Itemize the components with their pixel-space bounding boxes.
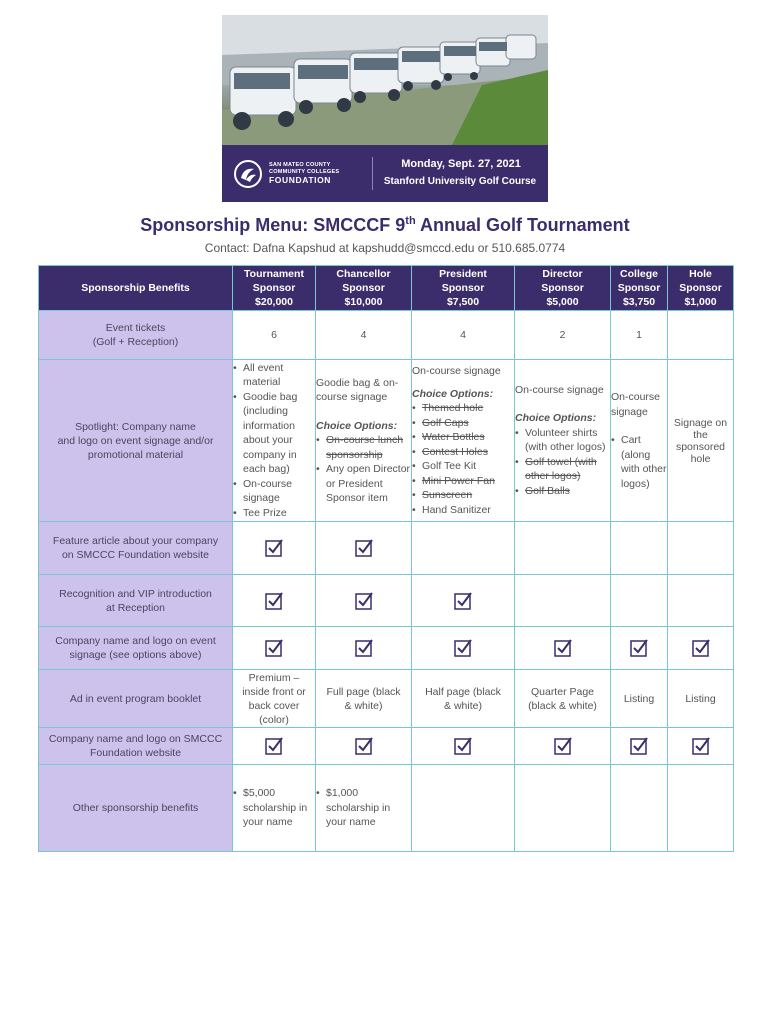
tickets-hole [668,311,734,360]
benefit-company-web-line1: Company name and logo on SMCCC [48,733,223,745]
table-row-spotlight [39,360,734,522]
header-chancellor-line1: Chancellor [336,268,391,280]
recognition-director [515,575,611,627]
benefit-company-web [39,728,233,765]
chancellor-intro: Goodie bag & on-course signage [316,376,399,403]
ad-chancellor: Full page (black & white) [316,670,412,728]
company-web-director [515,728,611,765]
list-item-struck: • On-course lunch sponsorship [316,433,411,462]
header-tournament [233,266,316,311]
checkbox-checked-icon [265,737,283,755]
spotlight-hole: Signage on the sponsored hole [668,360,734,522]
list-item: • Volunteer shirts (with other logos) [515,426,610,455]
spotlight-director [515,360,611,522]
header-college-price: $3,750 [622,296,656,308]
header-tournament-line2: Sponsor [252,282,296,294]
header-director-line1: Director [542,268,583,280]
list-item-struck: • Themed hole [412,401,514,416]
header-chancellor-line2: Sponsor [342,282,385,294]
table-row-other [39,765,734,852]
list-item: • Hand Sanitizer [412,503,514,518]
header-director [515,266,611,311]
checkbox-checked-icon [355,592,373,610]
company-event-president [412,627,515,670]
college-intro: On-course signage [611,391,661,418]
spotlight-college [611,360,668,522]
recognition-tournament [233,575,316,627]
list-item-struck: • Mini Power Fan [412,474,514,489]
tickets-chancellor: 4 [316,311,412,360]
other-president [412,765,515,852]
benefit-feature [39,522,233,575]
company-web-tournament [233,728,316,765]
golf-carts-photo [222,15,548,145]
header-college [611,266,668,311]
recognition-college [611,575,668,627]
list-item-struck: • Sunscreen [412,488,514,503]
list-item-struck: • Water Bottles [412,430,514,445]
company-web-president [412,728,515,765]
other-chancellor [316,765,412,852]
ad-college: Listing [611,670,668,728]
benefit-company-web-line2: Foundation website [89,747,182,759]
header-president-line1: President [439,268,487,280]
ad-director: Quarter Page (black & white) [515,670,611,728]
checkbox-checked-icon [554,737,572,755]
checkbox-checked-icon [265,639,283,657]
list-item: • Golf Tee Kit [412,459,514,474]
header-chancellor [316,266,412,311]
checkbox-checked-icon [454,639,472,657]
list-item: • Any open Director or President Sponsor item [316,462,411,506]
feature-president [412,522,515,575]
benefit-spotlight-line3: promotional material [87,448,184,461]
director-intro: On-course signage [515,383,604,396]
benefit-company-event [39,627,233,670]
header-director-line2: Sponsor [541,282,584,294]
tickets-tournament: 6 [233,311,316,360]
list-item: • Goodie bag (including information about your company in each bag) [233,390,315,477]
golf-carts-illustration [222,15,548,145]
event-banner [222,15,548,202]
benefit-feature-line2: on SMCCC Foundation website [61,549,210,561]
list-item-struck: • Golf Caps [412,416,514,431]
benefit-other: Other sponsorship benefits [39,765,233,852]
company-web-chancellor [316,728,412,765]
recognition-president [412,575,515,627]
contact-line: Contact: Dafna Kapshud at kapshudd@smccd.edu or 510.685.0774 [204,241,566,255]
checkbox-checked-icon [554,639,572,657]
checkbox-checked-icon [630,639,648,657]
sponsorship-table [38,265,734,852]
list-item-struck: • Golf towel (with other logos) [515,455,610,484]
header-president-line2: Sponsor [441,282,485,294]
checkbox-checked-icon [454,737,472,755]
foundation-logo-icon [234,160,262,188]
header-college-line2: Sponsor [617,282,661,294]
other-tournament [233,765,316,852]
company-event-tournament [233,627,316,670]
ad-president: Half page (black & white) [412,670,515,728]
checkbox-checked-icon [265,539,283,557]
benefit-recognition-line2: at Reception [106,601,165,614]
benefit-feature-line1: Feature article about your company [52,535,219,547]
feature-hole [668,522,734,575]
checkbox-checked-icon [265,592,283,610]
tickets-college: 1 [611,311,668,360]
benefit-tickets-line2: (Golf + Reception) [92,336,179,348]
checkbox-checked-icon [692,639,710,657]
list-item: • All event material [233,361,315,390]
header-hole [668,266,734,311]
company-event-director [515,627,611,670]
spotlight-tournament [233,360,316,522]
header-president-price: $7,500 [446,296,480,308]
table-row-company-web [39,728,734,765]
org-name-line2: COMMUNITY COLLEGES [269,168,340,175]
feature-chancellor [316,522,412,575]
table-row-recognition [39,575,734,627]
org-name [269,162,339,185]
president-intro: On-course signage [412,365,501,377]
checkbox-checked-icon [355,737,373,755]
banner-info-bar [222,145,548,202]
checkbox-checked-icon [630,737,648,755]
other-director [515,765,611,852]
checkbox-checked-icon [454,592,472,610]
president-choice-heading: Choice Options: [412,387,494,400]
benefit-tickets-line1: Event tickets [105,322,166,334]
list-item-struck: • Golf Balls [515,484,610,499]
table-row-company-event [39,627,734,670]
director-choice-heading: Choice Options: [515,412,597,425]
benefit-spotlight-line1: Spotlight: Company name [75,420,196,433]
header-hole-line2: Sponsor [679,282,722,294]
list-item: • $1,000 scholarship in your name [316,786,411,830]
header-tournament-price: $20,000 [255,296,293,308]
company-event-chancellor [316,627,412,670]
spotlight-president [412,360,515,522]
company-event-college [611,627,668,670]
company-event-hole [668,627,734,670]
title-sup: th [405,215,416,227]
list-item-struck: • Contest Holes [412,445,514,460]
list-item: • Cart (along with other logos) [611,433,667,491]
feature-tournament [233,522,316,575]
chancellor-choice-heading: Choice Options: [316,419,398,432]
header-tournament-line1: Tournament [244,268,304,280]
benefit-spotlight [39,360,233,522]
list-item: • $5,000 scholarship in your name [233,786,315,830]
table-row-tickets [39,311,734,360]
event-venue: Stanford University Golf Course [383,176,537,187]
company-web-hole [668,728,734,765]
table-row-feature [39,522,734,575]
benefit-company-event-line1: Company name and logo on event [55,635,216,647]
header-benefits-label: Sponsorship Benefits [81,282,190,294]
benefit-spotlight-line2: and logo on event signage and/or [57,434,214,447]
header-chancellor-price: $10,000 [344,296,383,308]
recognition-hole [668,575,734,627]
feature-director [515,522,611,575]
checkbox-checked-icon [355,539,373,557]
title-main: Sponsorship Menu: SMCCCF 9 [140,215,406,235]
tickets-president: 4 [412,311,515,360]
ad-hole: Listing [668,670,734,728]
other-hole [668,765,734,852]
tickets-director: 2 [515,311,611,360]
header-benefits [39,266,233,311]
benefit-tickets [39,311,233,360]
event-date: Monday, Sept. 27, 2021 [401,158,521,170]
benefit-company-event-line2: signage (see options above) [69,649,202,661]
feature-college [611,522,668,575]
header-president [412,266,515,311]
header-director-price: $5,000 [546,296,579,308]
benefit-ad: Ad in event program booklet [39,670,233,728]
recognition-chancellor [316,575,412,627]
list-item: • On-course signage [233,477,315,506]
benefit-recognition [39,575,233,627]
header-hole-line1: Hole [689,268,712,280]
page-title [0,215,770,236]
company-web-college [611,728,668,765]
header-college-line1: College [620,268,658,280]
other-college [611,765,668,852]
list-item: • Tee Prize [233,506,315,521]
title-rest: Annual Golf Tournament [415,215,630,235]
checkbox-checked-icon [355,639,373,657]
table-row-ad [39,670,734,728]
header-row [39,266,734,311]
banner-divider [372,157,373,190]
checkbox-checked-icon [692,737,710,755]
header-hole-price: $1,000 [684,296,717,308]
org-name-line1: SAN MATEO COUNTY [269,162,331,168]
ad-tournament: Premium – inside front or back cover (color) [233,670,316,728]
spotlight-chancellor [316,360,412,522]
org-name-line3: FOUNDATION [269,175,332,185]
benefit-recognition-line1: Recognition and VIP introduction [59,587,212,600]
